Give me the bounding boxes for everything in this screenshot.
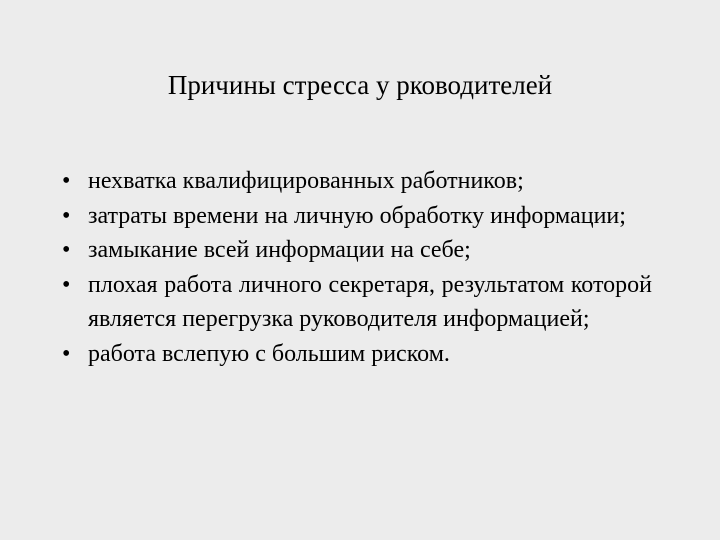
- bullet-item: [62, 233, 652, 268]
- bullet-list: [62, 164, 652, 371]
- bullet-item: [62, 337, 652, 372]
- bullet-icon: •: [62, 237, 71, 263]
- bullet-text: затраты времени на личную обработку информации;: [88, 202, 626, 229]
- bullet-icon: •: [62, 202, 71, 229]
- bullet-text: плохая работа личного секретаря, результатом которой является перегрузка руководителя информацией;: [88, 271, 652, 332]
- bullet-icon: •: [62, 340, 71, 367]
- bullet-text: нехватка квалифицированных работников;: [88, 168, 524, 194]
- bullet-icon: •: [62, 168, 71, 194]
- bullet-text: замыкание всей информации на себе;: [88, 237, 471, 263]
- bullet-item: [62, 199, 652, 234]
- bullet-item: [62, 268, 652, 337]
- bullet-icon: •: [62, 271, 71, 298]
- bullet-item: [62, 164, 652, 199]
- slide-title: Причины стресса у рководителей: [167, 70, 553, 100]
- bullet-text: работа вслепую с большим риском.: [88, 340, 450, 367]
